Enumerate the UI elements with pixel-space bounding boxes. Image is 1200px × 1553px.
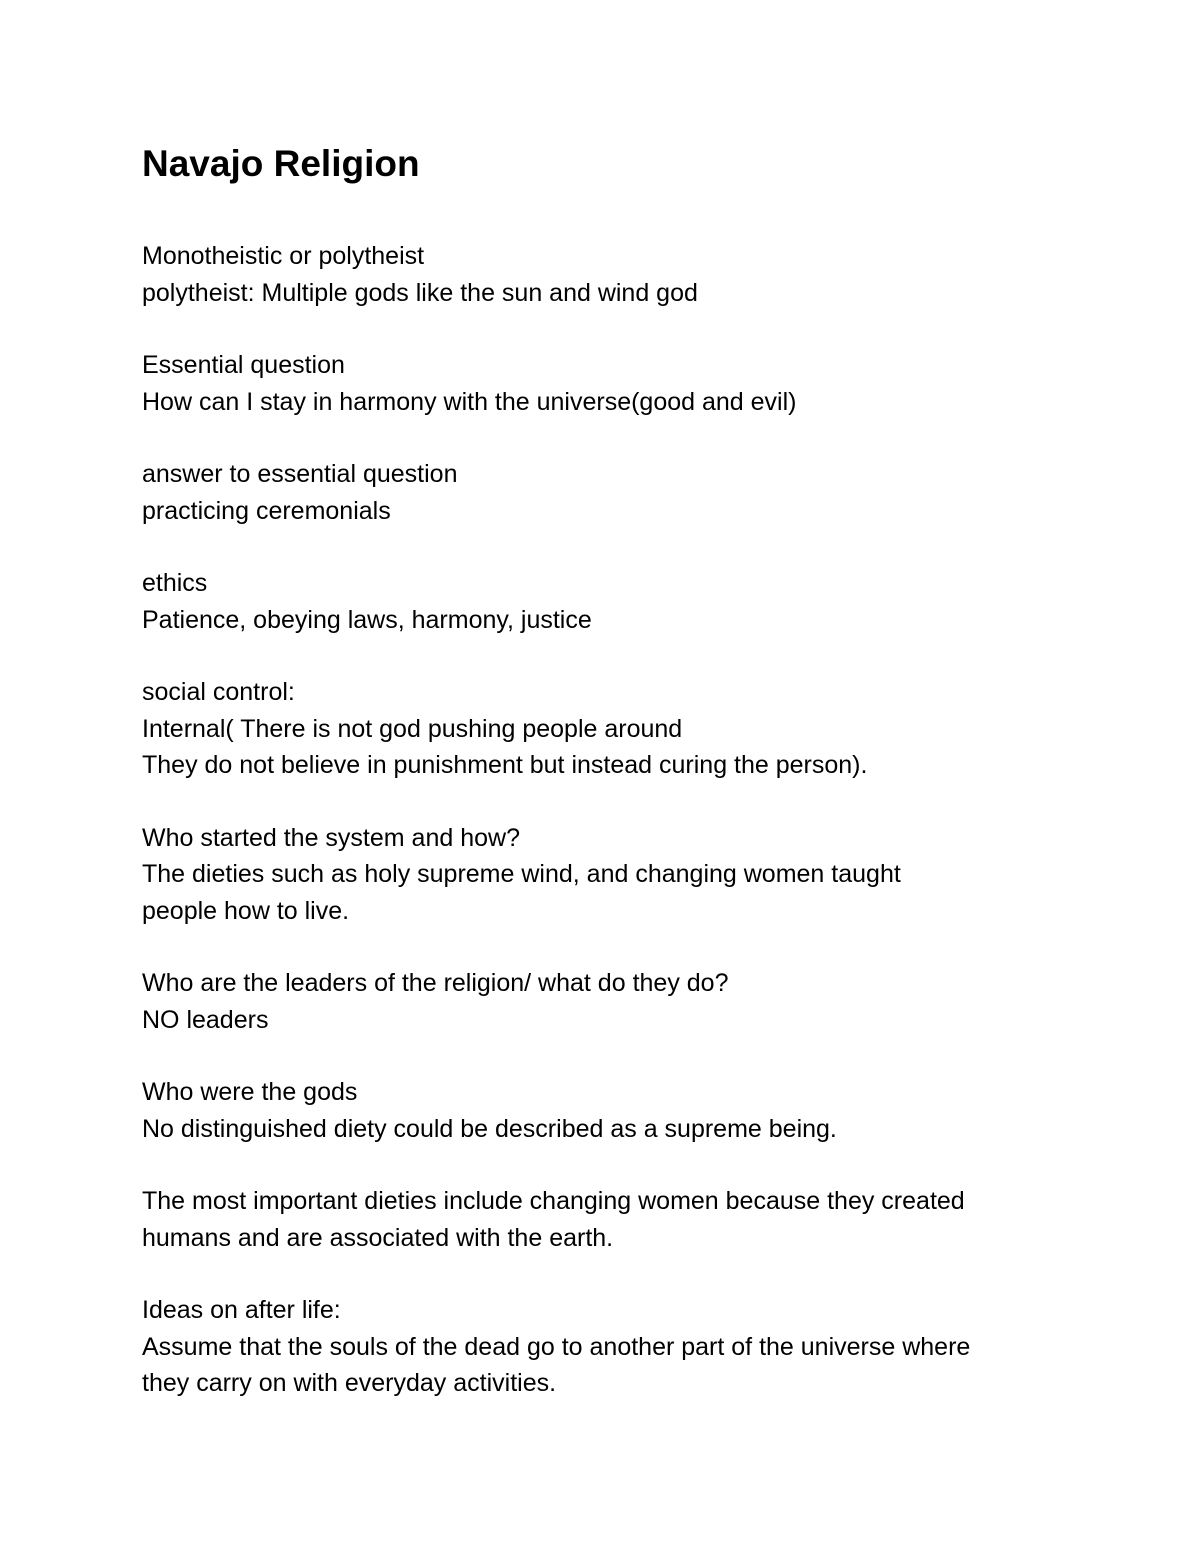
- section-most-important-dieties: [142, 1183, 1082, 1256]
- section-text: practicing ceremonials: [142, 496, 391, 525]
- document-page: [142, 142, 1082, 1438]
- section-who-were-the-gods: [142, 1074, 1082, 1147]
- section-text: Internal( There is not god pushing people around: [142, 714, 683, 743]
- section-heading: Who were the gods: [142, 1078, 358, 1106]
- section-ethics: [142, 565, 1082, 638]
- section-answer-to-essential-question: [142, 456, 1082, 529]
- section-text: They do not believe in punishment but instead curing the person).: [142, 751, 868, 779]
- section-heading: Who are the leaders of the religion/ what do they do?: [142, 969, 729, 997]
- section-heading: ethics: [142, 569, 208, 597]
- section-text: NO leaders: [142, 1005, 269, 1034]
- section-heading: social control:: [142, 678, 295, 706]
- section-heading: Monotheistic or polytheist: [142, 242, 425, 270]
- section-social-control: [142, 674, 1082, 784]
- section-text: Assume that the souls of the dead go to another part of the universe where: [142, 1332, 971, 1361]
- section-heading: Essential question: [142, 351, 345, 379]
- section-text: No distinguished diety could be described as a supreme being.: [142, 1114, 837, 1143]
- section-heading: Ideas on after life:: [142, 1296, 341, 1324]
- section-heading: Who started the system and how?: [142, 823, 520, 852]
- section-text: How can I stay in harmony with the universe(good and evil): [142, 387, 797, 416]
- section-monotheistic-or-polytheist: [142, 238, 1082, 311]
- section-text: polytheist: Multiple gods like the sun and wind god: [142, 278, 698, 307]
- section-who-started-the-system: [142, 820, 1082, 930]
- section-text: The most important dieties include changing women because they created: [142, 1187, 965, 1215]
- section-text: humans and are associated with the earth.: [142, 1223, 614, 1252]
- document-title: Navajo Religion: [142, 143, 420, 184]
- section-leaders-of-the-religion: [142, 965, 1082, 1038]
- section-text: people how to live.: [142, 896, 350, 925]
- section-text: they carry on with everyday activities.: [142, 1369, 557, 1397]
- section-text: The dieties such as holy supreme wind, and changing women taught: [142, 860, 901, 888]
- section-essential-question: [142, 347, 1082, 420]
- section-heading: answer to essential question: [142, 460, 458, 488]
- section-text: Patience, obeying laws, harmony, justice: [142, 605, 592, 634]
- section-ideas-on-after-life: [142, 1292, 1082, 1402]
